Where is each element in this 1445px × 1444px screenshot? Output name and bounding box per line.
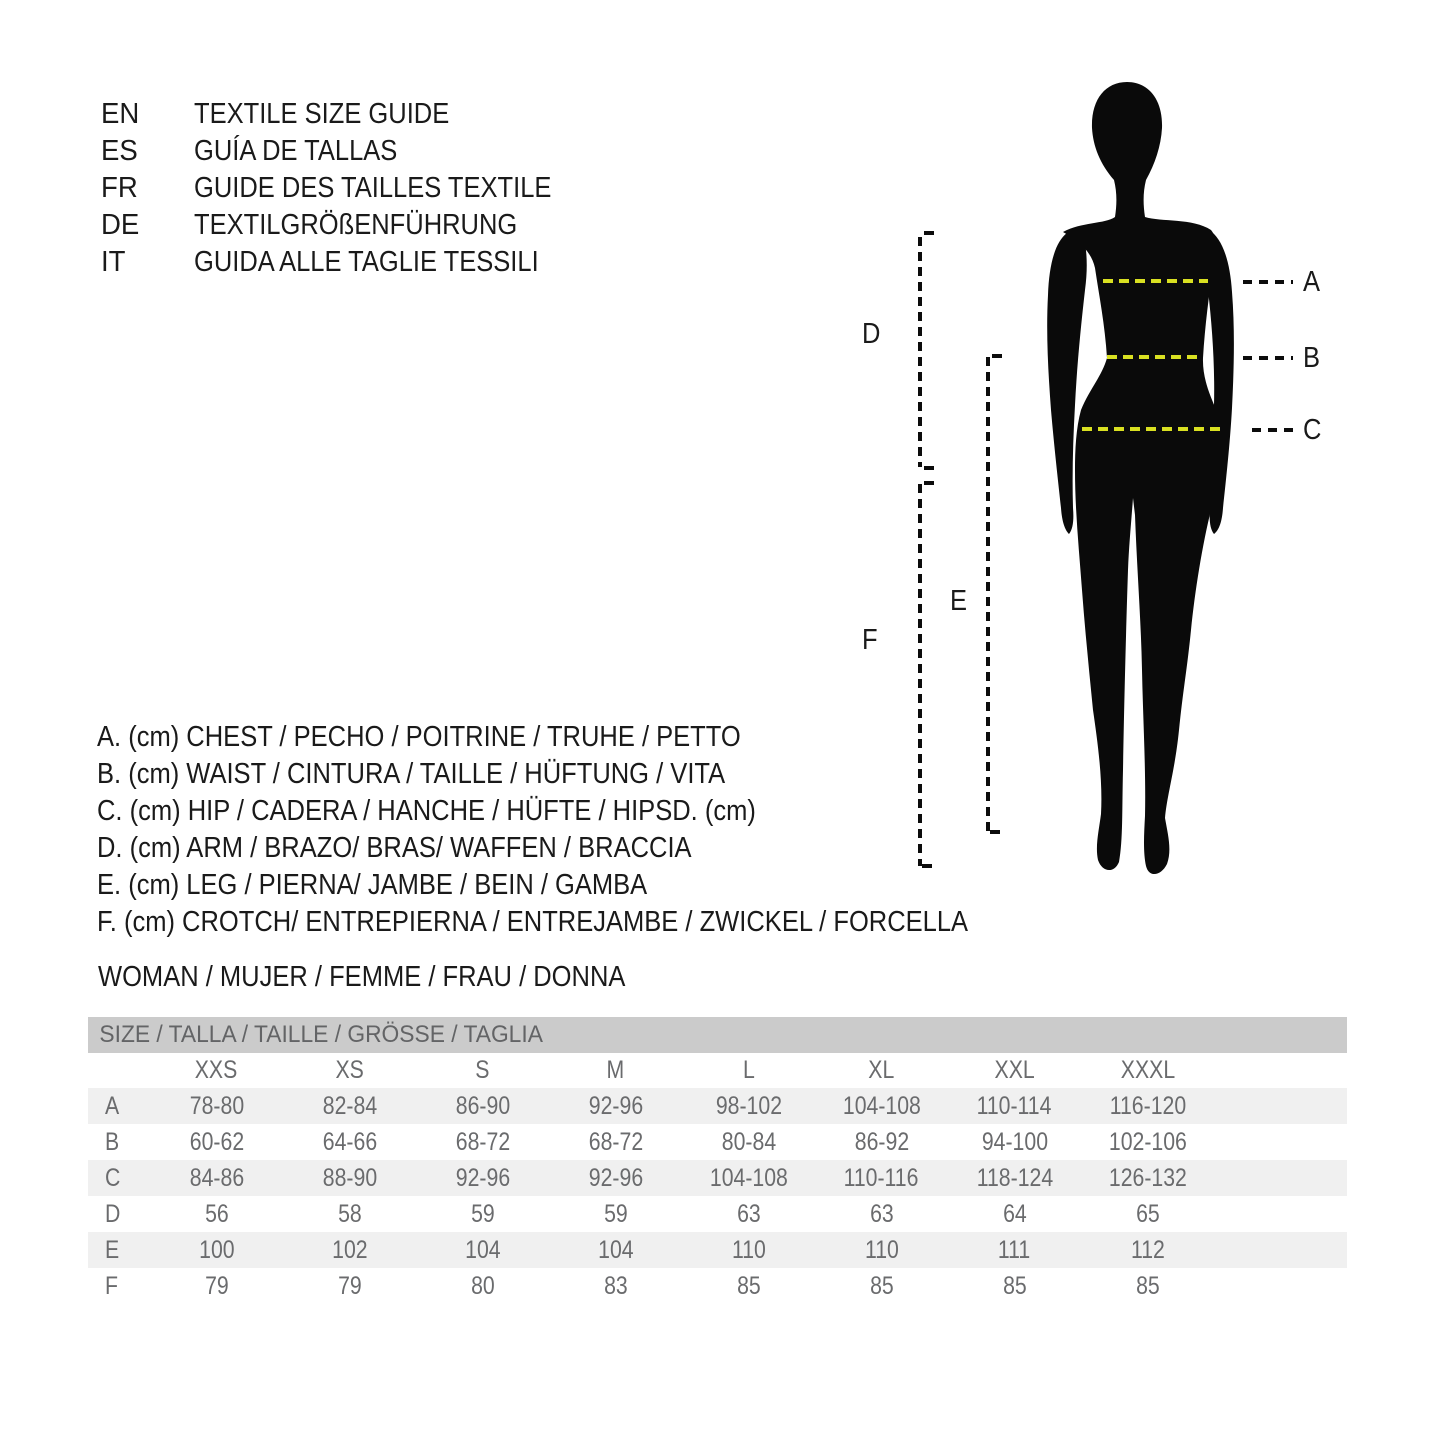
table-row: F 79 79 80 83 85 85 85 85 <box>105 1271 1160 1300</box>
label-crotch: F <box>862 624 878 656</box>
crotch-line-top-tick <box>924 481 934 485</box>
lang-code: DE <box>101 209 140 241</box>
description-line-c: C. (cm) HIP / CADERA / HANCHE / HÜFTE / HIPSD. (cm) <box>97 795 756 827</box>
row-label: E <box>105 1235 120 1264</box>
size-col: L <box>742 1056 755 1084</box>
leg-line-top-tick <box>992 354 1002 358</box>
row-label: B <box>105 1127 120 1156</box>
size-col: XXS <box>195 1056 238 1084</box>
row-label: D <box>105 1199 121 1228</box>
size-col: M <box>606 1056 625 1084</box>
audience-line: WOMAN / MUJER / FEMME / FRAU / DONNA <box>98 961 626 993</box>
lang-code: IT <box>101 246 126 278</box>
guide-title: GUÍA DE TALLAS <box>194 135 398 167</box>
size-columns-row <box>88 1053 1347 1088</box>
size-table <box>88 1017 1347 1304</box>
label-leg: E <box>950 585 968 617</box>
language-title-block <box>101 96 600 281</box>
guide-title: GUIDA ALLE TAGLIE TESSILI <box>194 246 539 278</box>
size-col: XXXL <box>1120 1056 1175 1084</box>
lang-row-de <box>101 207 600 244</box>
description-line-e: E. (cm) LEG / PIERNA/ JAMBE / BEIN / GAMBA <box>97 869 648 901</box>
arm-line-bottom-tick <box>924 466 934 470</box>
size-col: XL <box>868 1056 895 1084</box>
table-row: B 60-62 64-66 68-72 68-72 80-84 86-92 94-100 102-106 <box>105 1127 1187 1156</box>
row-label: A <box>105 1091 120 1120</box>
description-line-d: D. (cm) ARM / BRAZO/ BRAS/ WAFFEN / BRACCIA <box>97 832 692 864</box>
guide-title: TEXTILE SIZE GUIDE <box>194 98 450 130</box>
arm-length-line <box>918 237 922 467</box>
row-label: C <box>105 1163 121 1192</box>
lang-code: ES <box>101 135 138 167</box>
table-row: E 100 102 104 104 110 110 111 112 <box>88 1232 1347 1268</box>
hip-leader-dash <box>1252 428 1294 432</box>
lang-code: FR <box>101 172 138 204</box>
waist-measure-dash <box>1107 355 1203 359</box>
table-row: A 78-80 82-84 86-90 92-96 98-102 104-108 110-114 116-120 <box>88 1088 1347 1124</box>
table-header-bar <box>88 1017 1347 1053</box>
hip-measure-dash <box>1082 427 1222 431</box>
chest-leader-dash <box>1243 280 1293 284</box>
table-header-text: SIZE / TALLA / TAILLE / GRÖSSE / TAGLIA <box>99 1021 543 1048</box>
lang-row-it <box>101 244 600 281</box>
guide-title: GUIDE DES TAILLES TEXTILE <box>194 172 552 204</box>
arm-line-top-tick <box>924 231 934 235</box>
lang-row-es <box>101 133 600 170</box>
label-hip: C <box>1303 414 1322 446</box>
lang-row-fr <box>101 170 600 207</box>
lang-row-en <box>101 96 600 133</box>
label-waist: B <box>1303 342 1321 374</box>
guide-title: TEXTILGRÖßENFÜHRUNG <box>194 209 518 241</box>
description-line-a: A. (cm) CHEST / PECHO / POITRINE / TRUHE / PETTO <box>97 721 741 753</box>
lang-code: EN <box>101 98 140 130</box>
size-col: S <box>475 1056 490 1084</box>
size-col: XS <box>335 1056 364 1084</box>
label-chest: A <box>1303 266 1321 298</box>
waist-leader-dash <box>1243 356 1293 360</box>
measurement-descriptions <box>97 719 1087 941</box>
size-col: XXL <box>994 1056 1035 1084</box>
description-line-b: B. (cm) WAIST / CINTURA / TAILLE / HÜFTUNG / VITA <box>97 758 726 790</box>
table-row: C 84-86 88-90 92-96 92-96 104-108 110-116 118-124 126-132 <box>88 1160 1347 1196</box>
table-row: D 56 58 59 59 63 63 64 65 <box>105 1199 1160 1228</box>
label-arm: D <box>862 318 881 350</box>
description-line-f: F. (cm) CROTCH/ ENTREPIERNA / ENTREJAMBE / ZWICKEL / FORCELLA <box>97 906 969 938</box>
row-label: F <box>105 1271 118 1300</box>
chest-measure-dash <box>1103 279 1208 283</box>
